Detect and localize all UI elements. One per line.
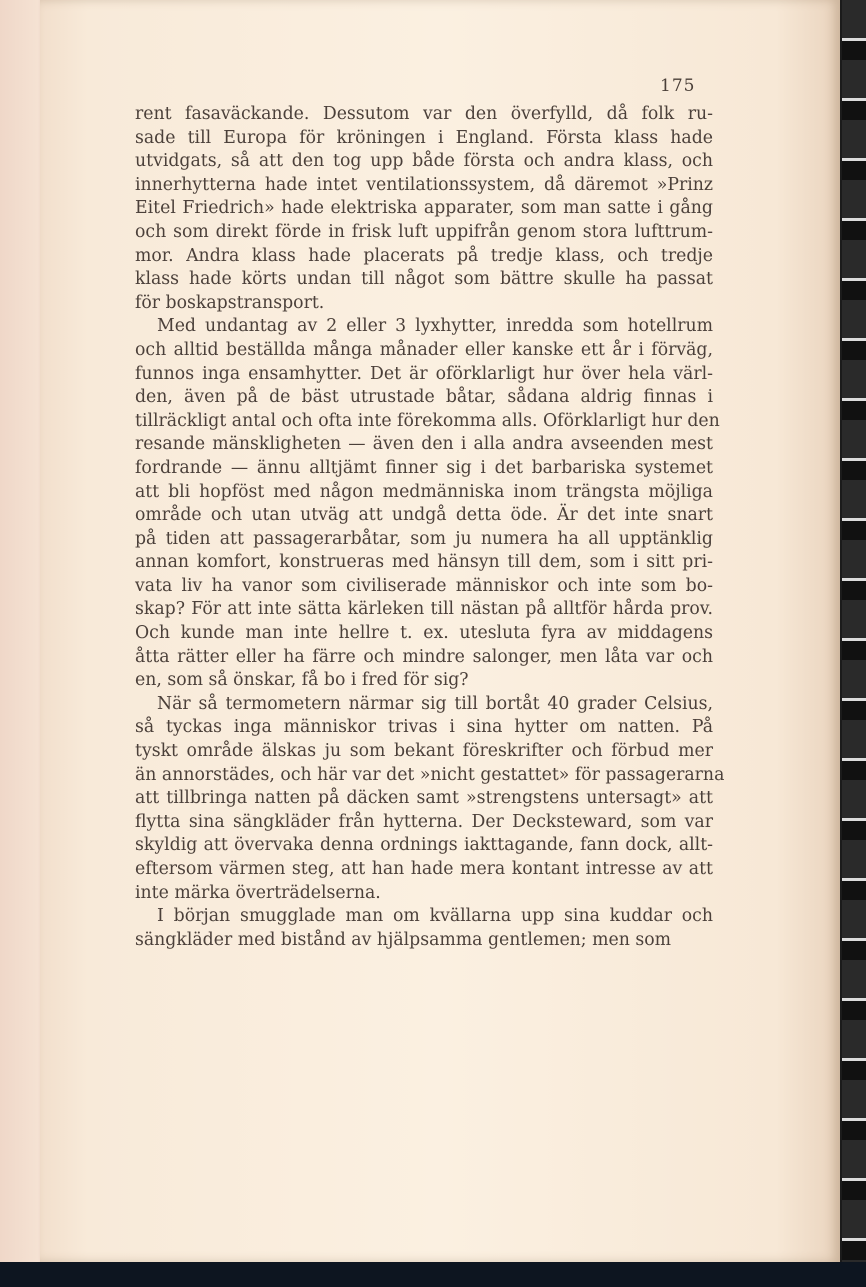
text-line: på tiden att passagerarbåtar, som ju numera ha all upptänklig <box>135 528 713 549</box>
text-line: Och kunde man inte hellre t. ex. utesluta fyra av middagens <box>135 623 713 644</box>
page-number: 175 <box>660 76 696 96</box>
text-line: vata liv ha vanor som civiliserade människor och inte som bo- <box>135 575 713 596</box>
text-line: sängkläder med bistånd av hjälpsamma gentlemen; men som <box>135 929 672 950</box>
text-line: eftersom värmen steg, att han hade mera kontant intresse av att <box>135 859 713 879</box>
text-line: den, även på de bäst utrustade båtar, sådana aldrig finnas i <box>135 387 713 408</box>
text-line: innerhytterna hade intet ventilationssystem, då däremot »Prinz <box>135 174 713 195</box>
text-line: område och utan utväg att undgå detta öde. Är det inte snart <box>135 505 713 526</box>
text-line: skyldig att övervaka denna ordnings iakttagande, fann dock, allt- <box>135 835 713 856</box>
background-edge-right <box>842 0 866 1287</box>
text-line: utvidgats, så att den tog upp både första och andra klass, och <box>135 151 713 172</box>
text-line: så tyckas inga människor trivas i sina hytter om natten. På <box>135 717 713 738</box>
text-line: I början smugglade man om kvällarna upp sina kuddar och <box>157 906 713 927</box>
text-line: en, som så önskar, få bo i fred för sig? <box>135 670 469 691</box>
text-line: flytta sina sängkläder från hytterna. Der Decksteward, som var <box>135 811 713 832</box>
text-line: och alltid beställda många månader eller kanske ett år i förväg, <box>135 339 713 360</box>
book-page <box>40 0 840 1262</box>
text-line: Med undantag av 2 eller 3 lyxhytter, inredda som hotellrum <box>157 316 713 337</box>
text-line: klass hade körts undan till något som bättre skulle ha passat <box>135 269 713 290</box>
text-line: tyskt område älskas ju som bekant föreskrifter och förbud mer <box>135 741 713 762</box>
text-line: att tillbringa natten på däcken samt »strengstens untersagt» att <box>135 788 713 809</box>
text-line: mor. Andra klass hade placerats på tredje klass, och tredje <box>135 245 713 266</box>
background-bottom <box>0 1262 866 1287</box>
text-line: funnos inga ensamhytter. Det är oförklarligt hur över hela värl- <box>135 363 713 384</box>
text-line: När så termometern närmar sig till bortåt 40 grader Celsius, <box>157 693 713 714</box>
text-line: för boskapstransport. <box>135 292 325 313</box>
text-line: Eitel Friedrich» hade elektriska apparater, som man satte i gång <box>135 198 713 219</box>
text-line: tillräckligt antal och ofta inte förekomma alls. Oförklarligt hur den <box>135 410 720 431</box>
body-text <box>135 103 725 952</box>
text-line: att bli hopföst med någon medmänniska inom trängsta möjliga <box>135 481 713 502</box>
text-line: skap? För att inte sätta kärleken till nästan på alltför hårda prov. <box>135 599 713 620</box>
text-line: sade till Europa för kröningen i England. Första klass hade <box>135 127 713 148</box>
text-line: rent fasaväckande. Dessutom var den överfylld, då folk ru- <box>135 104 713 124</box>
text-line: fordrande — ännu alltjämt finner sig i det barbariska systemet <box>135 457 713 478</box>
text-line: annan komfort, konstrueras med hänsyn till dem, som i sitt pri- <box>135 552 713 573</box>
text-line: resande mänskligheten — även den i alla andra avseenden mest <box>135 434 713 455</box>
text-line: än annorstädes, och här var det »nicht gestattet» för passagerarna <box>135 764 725 785</box>
text-line: och som direkt förde in frisk luft uppifrån genom stora lufttrum- <box>135 221 713 242</box>
text-line: inte märka överträdelserna. <box>135 882 381 903</box>
text-line: åtta rätter eller ha färre och mindre salonger, men låta var och <box>135 646 713 667</box>
